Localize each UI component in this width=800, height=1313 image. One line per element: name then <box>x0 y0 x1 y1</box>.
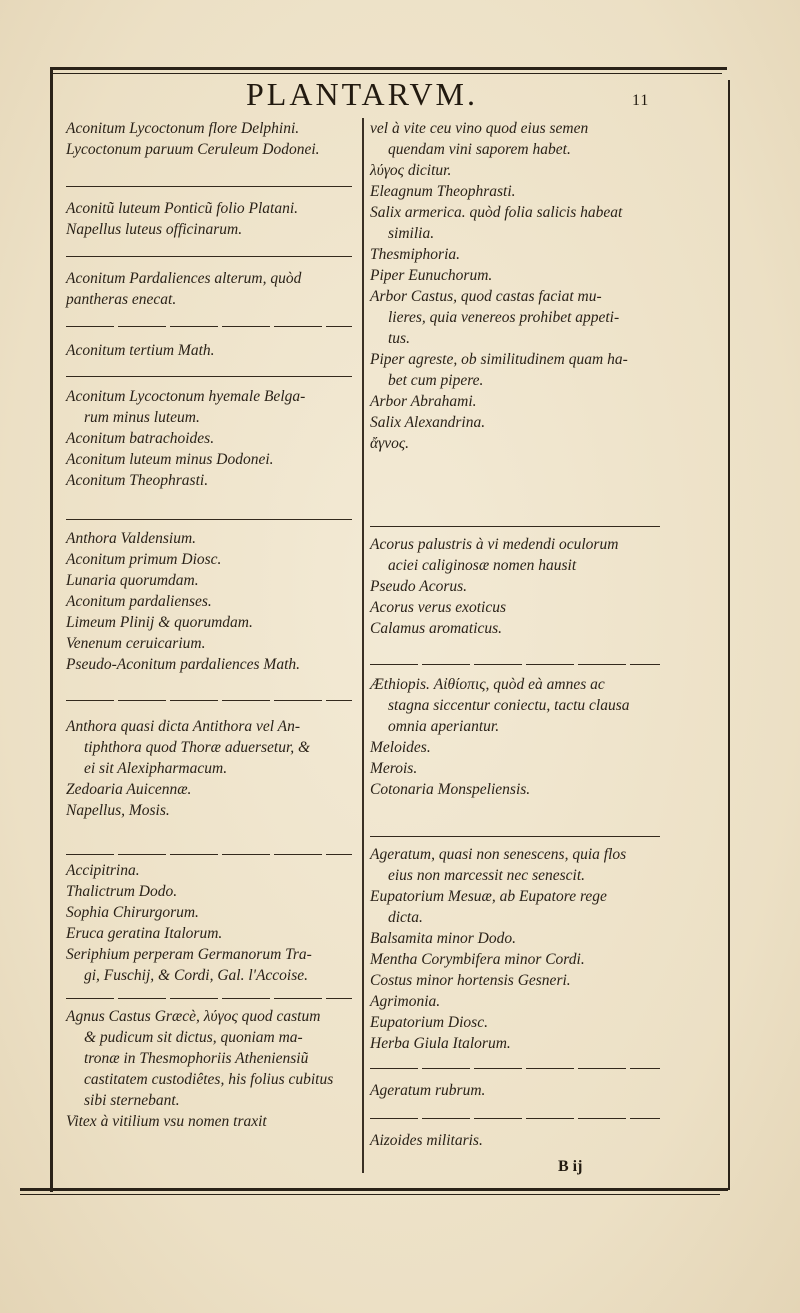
signature-mark: B ij <box>558 1158 583 1175</box>
entry-aconitum-hyemale <box>66 386 356 491</box>
entry-line: Æthiopis. Αἰθίοπις, quòd eà amnes ac <box>370 676 605 693</box>
entry-line: Costus minor hortensis Gesneri. <box>370 972 571 989</box>
entry-line: Aconitum tertium Math. <box>66 342 215 359</box>
entry-line: Aizoides militaris. <box>370 1132 483 1149</box>
entry-line: Eruca geratina Italorum. <box>66 925 223 942</box>
entry-line: rum minus luteum. <box>84 409 200 426</box>
entry-line: Aconitum Theophrasti. <box>66 472 209 489</box>
entry-line: Aconitum Lycoctonum flore Delphini. <box>66 120 300 137</box>
entry-line: Thesmiphoria. <box>370 246 460 263</box>
entry-line: Agrimonia. <box>370 993 441 1010</box>
entry-line: Zedoaria Auicennæ. <box>66 781 192 798</box>
entry-ageratum <box>370 844 662 1054</box>
entry-rule <box>66 256 352 257</box>
entry-line: dicta. <box>388 909 423 926</box>
entry-line: Eleagnum Theophrasti. <box>370 183 516 200</box>
entry-line: Piper agreste, ob similitudinem quam ha- <box>370 351 628 368</box>
entry-line: Arbor Castus, quod castas faciat mu- <box>370 288 602 305</box>
entry-line: Ageratum rubrum. <box>370 1082 486 1099</box>
entry-line: tronæ in Thesmophoriis Atheniensiũ <box>84 1050 309 1067</box>
entry-line: Piper Eunuchorum. <box>370 267 493 284</box>
entry-line: gi, Fuschij, & Cordi, Gal. l'Accoise. <box>84 967 309 984</box>
entry-line: Acorus verus exoticus <box>370 599 507 616</box>
top-frame-rule-thin <box>52 73 722 74</box>
left-frame-rule <box>50 67 53 1192</box>
entry-line: tiphthora quod Thoræ aduersetur, & <box>84 739 311 756</box>
entry-line: Pseudo Acorus. <box>370 578 468 595</box>
entry-rule <box>66 326 352 327</box>
entry-line: Herba Giula Italorum. <box>370 1035 511 1052</box>
entry-line: & pudicum sit dictus, quoniam ma- <box>84 1029 303 1046</box>
entry-line: Napellus luteus officinarum. <box>66 221 243 238</box>
entry-line: Sophia Chirurgorum. <box>66 904 199 921</box>
entry-line: Vitex à vitilium vsu nomen traxit <box>66 1113 267 1130</box>
entry-line: Mentha Corymbifera minor Cordi. <box>370 951 585 968</box>
entry-rule <box>370 1068 660 1069</box>
entry-line: Aconitum batrachoides. <box>66 430 215 447</box>
entry-rule <box>66 519 352 520</box>
entry-line: λύγος dicitur. <box>370 162 452 179</box>
entry-aconitum-luteum-ponticum <box>66 198 356 240</box>
entry-line: Aconitũ luteum Ponticũ folio Platani. <box>66 200 299 217</box>
entry-line: Lycoctonum paruum Ceruleum Dodonei. <box>66 141 320 158</box>
entry-line: Balsamita minor Dodo. <box>370 930 516 947</box>
entry-aconitum-tertium <box>66 340 356 361</box>
entry-line: Aconitum pardalienses. <box>66 593 212 610</box>
entry-line: bet cum pipere. <box>388 372 484 389</box>
entry-aethiopis <box>370 674 662 800</box>
right-frame-rule <box>728 80 730 1190</box>
entry-line: Aconitum Pardaliences alterum, quòd <box>66 270 302 287</box>
entry-agnus-castus <box>66 1006 356 1132</box>
entry-line: Accipitrina. <box>66 862 140 879</box>
entry-line: Seriphium perperam Germanorum Tra- <box>66 946 312 963</box>
entry-line: Limeum Plinij & quorumdam. <box>66 614 253 631</box>
entry-line: Arbor Abrahami. <box>370 393 477 410</box>
entry-line: ei sit Alexipharmacum. <box>84 760 228 777</box>
entry-line: castitatem custodiêtes, his folius cubitus <box>84 1071 334 1088</box>
entry-line: Aconitum luteum minus Dodonei. <box>66 451 274 468</box>
entry-aconitum-lycoctonum-flore <box>66 118 356 160</box>
bottom-frame-rule <box>20 1188 728 1191</box>
entry-line: vel à vite ceu vino quod eius semen <box>370 120 589 137</box>
entry-rule <box>66 998 352 999</box>
entry-line: tus. <box>388 330 410 347</box>
entry-line: Aconitum Lycoctonum hyemale Belga- <box>66 388 306 405</box>
entry-line: quendam vini saporem habet. <box>388 141 571 158</box>
entry-line: similia. <box>388 225 435 242</box>
entry-line: Calamus aromaticus. <box>370 620 503 637</box>
entry-line: Eupatorium Mesuæ, ab Eupatore rege <box>370 888 607 905</box>
entry-line: eius non marcessit nec senescit. <box>388 867 586 884</box>
entry-line: ἄγνος. <box>370 435 410 452</box>
entry-line: Napellus, Mosis. <box>66 802 170 819</box>
entry-line: lieres, quia venereos prohibet appeti- <box>388 309 620 326</box>
running-head: PLANTARVM. <box>246 76 478 112</box>
entry-line: Aconitum primum Diosc. <box>66 551 222 568</box>
entry-line: Eupatorium Diosc. <box>370 1014 488 1031</box>
entry-ageratum-rubrum <box>370 1080 662 1101</box>
entry-acorus <box>370 534 662 639</box>
entry-line: Merois. <box>370 760 418 777</box>
entry-line: Cotonaria Monspeliensis. <box>370 781 531 798</box>
entry-vitex-continued <box>370 118 662 454</box>
entry-line: omnia aperiantur. <box>388 718 500 735</box>
entry-line: Acorus palustris à vi medendi oculorum <box>370 536 619 553</box>
entry-anthora-quasi-dicta <box>66 716 356 821</box>
entry-rule <box>370 526 660 527</box>
top-frame-rule <box>52 67 727 70</box>
entry-line: sibi sternebant. <box>84 1092 180 1109</box>
entry-line: pantheras enecat. <box>66 291 177 308</box>
entry-line: aciei caliginosæ nomen hausit <box>388 557 577 574</box>
entry-rule <box>66 700 352 701</box>
entry-rule <box>66 186 352 187</box>
entry-line: Anthora Valdensium. <box>66 530 197 547</box>
entry-rule <box>370 836 660 837</box>
entry-line: Salix Alexandrina. <box>370 414 486 431</box>
entry-line: Anthora quasi dicta Antithora vel An- <box>66 718 301 735</box>
bottom-frame-rule-thin <box>20 1194 720 1195</box>
entry-line: Salix armerica. quòd folia salicis habeat <box>370 204 623 221</box>
entry-line: Lunaria quorumdam. <box>66 572 199 589</box>
entry-line: stagna siccentur coniectu, tactu clausa <box>388 697 630 714</box>
entry-line: Thalictrum Dodo. <box>66 883 178 900</box>
entry-line: Agnus Castus Græcè, λύγος quod castum <box>66 1008 321 1025</box>
entry-line: Meloides. <box>370 739 431 756</box>
entry-aconitum-pardaliences <box>66 268 356 310</box>
entry-rule <box>66 376 352 377</box>
entry-aizoides <box>370 1130 662 1151</box>
column-divider <box>362 118 364 1173</box>
entry-line: Venenum ceruicarium. <box>66 635 206 652</box>
entry-rule <box>370 664 660 665</box>
entry-accipitrina <box>66 860 356 986</box>
entry-anthora-valdensium <box>66 528 356 675</box>
page-number: 11 <box>632 92 650 109</box>
entry-rule <box>66 854 352 855</box>
entry-rule <box>370 1118 660 1119</box>
entry-line: Pseudo-Aconitum pardaliences Math. <box>66 656 301 673</box>
entry-line: Ageratum, quasi non senescens, quia flos <box>370 846 627 863</box>
